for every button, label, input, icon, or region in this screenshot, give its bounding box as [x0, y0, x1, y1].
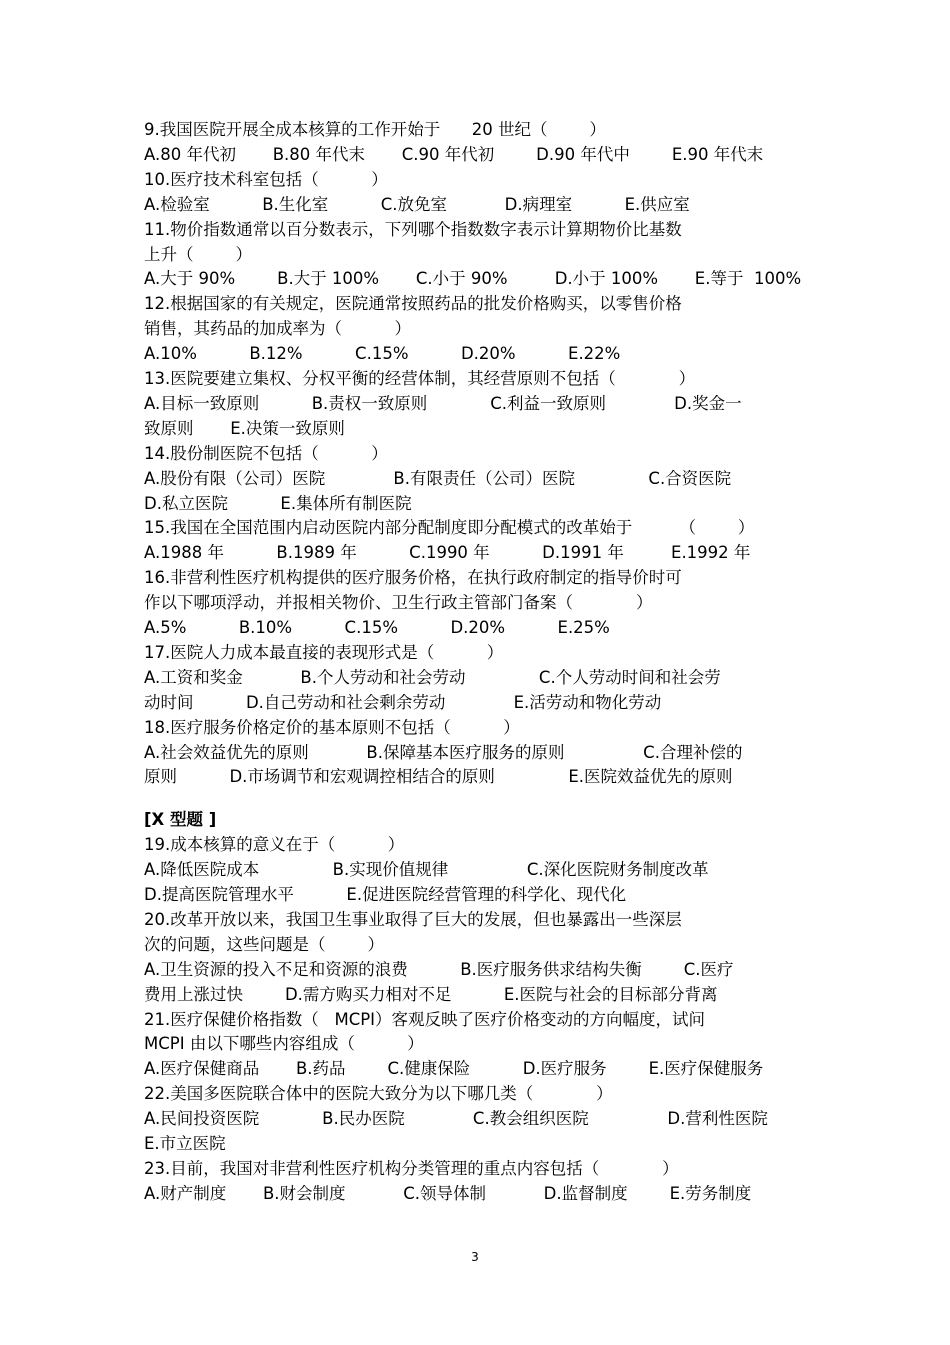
text-line: 9.我国医院开展全成本核算的工作开始于 20 世纪（ ）	[144, 120, 606, 139]
text-line: 13.医院要建立集权、分权平衡的经营体制，其经营原则不包括（ ）	[144, 369, 696, 388]
text-line: 作以下哪项浮动，并报相关物价、卫生行政主管部门备案（ ）	[144, 593, 653, 613]
text-line: 19.成本核算的意义在于（ ）	[144, 835, 405, 855]
page-number: 3	[471, 1250, 479, 1264]
text-line: MCPI 由以下哪些内容组成（ ）	[144, 1034, 424, 1054]
text-line: 12.根据国家的有关规定，医院通常按照药品的批发价格购买，以零售价格	[144, 294, 682, 314]
text-line: 销售，其药品的加成率为（ ）	[144, 319, 411, 339]
text-line: A.医疗保健商品 B.药品 C.健康保险 D.医疗服务 E.医疗保健服务	[144, 1059, 764, 1079]
text-line: A.检验室 B.生化室 C.放免室 D.病理室 E.供应室	[144, 194, 690, 214]
text-line: A.目标一致原则 B.责权一致原则 C.利益一致原则 D.奖金一	[144, 393, 742, 413]
text-line: 22.美国多医院联合体中的医院大致分为以下哪几类（ ）	[144, 1084, 613, 1104]
text-line: 16.非营利性医疗机构提供的医疗服务价格，在执行政府制定的指导价时可	[144, 568, 682, 588]
text-line: A.股份有限（公司）医院 B.有限责任（公司）医院 C.合资医院	[144, 468, 732, 488]
text-line: A.降低医院成本 B.实现价值规律 C.深化医院财务制度改革	[144, 860, 709, 880]
text-line: 15.我国在全国范围内启动医院内部分配制度即分配模式的改革始于 （ ）	[144, 518, 755, 538]
text-line: 次的问题，这些问题是（ ）	[144, 934, 384, 954]
text-line: D.私立医院 E.集体所有制医院	[144, 493, 412, 513]
text-line: 23.目前，我国对非营利性医疗机构分类管理的重点内容包括（ ）	[144, 1158, 679, 1178]
text-line: A.卫生资源的投入不足和资源的浪费 B.医疗服务供求结构失衡 C.医疗	[144, 959, 734, 979]
text-line: 动时间 D.自己劳动和社会剩余劳动 E.活劳动和物化劳动	[144, 692, 662, 712]
text-line: 21.医疗保健价格指数（ MCPI）客观反映了医疗价格变动的方向幅度，试问	[144, 1009, 706, 1029]
text-line: 费用上涨过快 D.需方购买力相对不足 E.医院与社会的目标部分背离	[144, 984, 718, 1004]
text-line: 20.改革开放以来，我国卫生事业取得了巨大的发展，但也暴露出一些深层	[144, 909, 682, 929]
section-heading: [X 型题 ]	[144, 810, 217, 830]
text-line: 17.医院人力成本最直接的表现形式是（ ）	[144, 642, 504, 662]
text-line: 10.医疗技术科室包括（ ）	[144, 169, 388, 189]
text-line: A.10% B.12% C.15% D.20% E.22%	[144, 344, 621, 364]
text-line: 上升（ ）	[144, 244, 252, 264]
text-line: 11.物价指数通常以百分数表示，下列哪个指数数字表示计算期物价比基数	[144, 219, 682, 239]
text-line: A.社会效益优先的原则 B.保障基本医疗服务的原则 C.合理补偿的	[144, 742, 743, 762]
text-line: 原则 D.市场调节和宏观调控相结合的原则 E.医院效益优先的原则	[144, 767, 733, 787]
text-line: E.市立医院	[144, 1134, 226, 1153]
text-line: 致原则 E.决策一致原则	[144, 418, 345, 438]
text-line: A.民间投资医院 B.民办医院 C.教会组织医院 D.营利性医院	[144, 1109, 768, 1129]
text-line: 14.股份制医院不包括（ ）	[144, 443, 388, 463]
text-line: D.提高医院管理水平 E.促进医院经营管理的科学化、现代化	[144, 885, 627, 904]
text-line: A.大于 90% B.大于 100% C.小于 90% D.小于 100% E.等于 100%	[144, 269, 802, 289]
text-line: A.80 年代初 B.80 年代末 C.90 年代初 D.90 年代中 E.90 年代末	[144, 144, 764, 164]
text-line: A.1988 年 B.1989 年 C.1990 年 D.1991 年 E.1992 年	[144, 543, 751, 563]
text-line: 18.医疗服务价格定价的基本原则不包括（ ）	[144, 717, 520, 737]
text-line: A.工资和奖金 B.个人劳动和社会劳动 C.个人劳动时间和社会劳	[144, 667, 721, 687]
text-line: A.财产制度 B.财会制度 C.领导体制 D.监督制度 E.劳务制度	[144, 1183, 752, 1203]
text-line: A.5% B.10% C.15% D.20% E.25%	[144, 618, 610, 637]
